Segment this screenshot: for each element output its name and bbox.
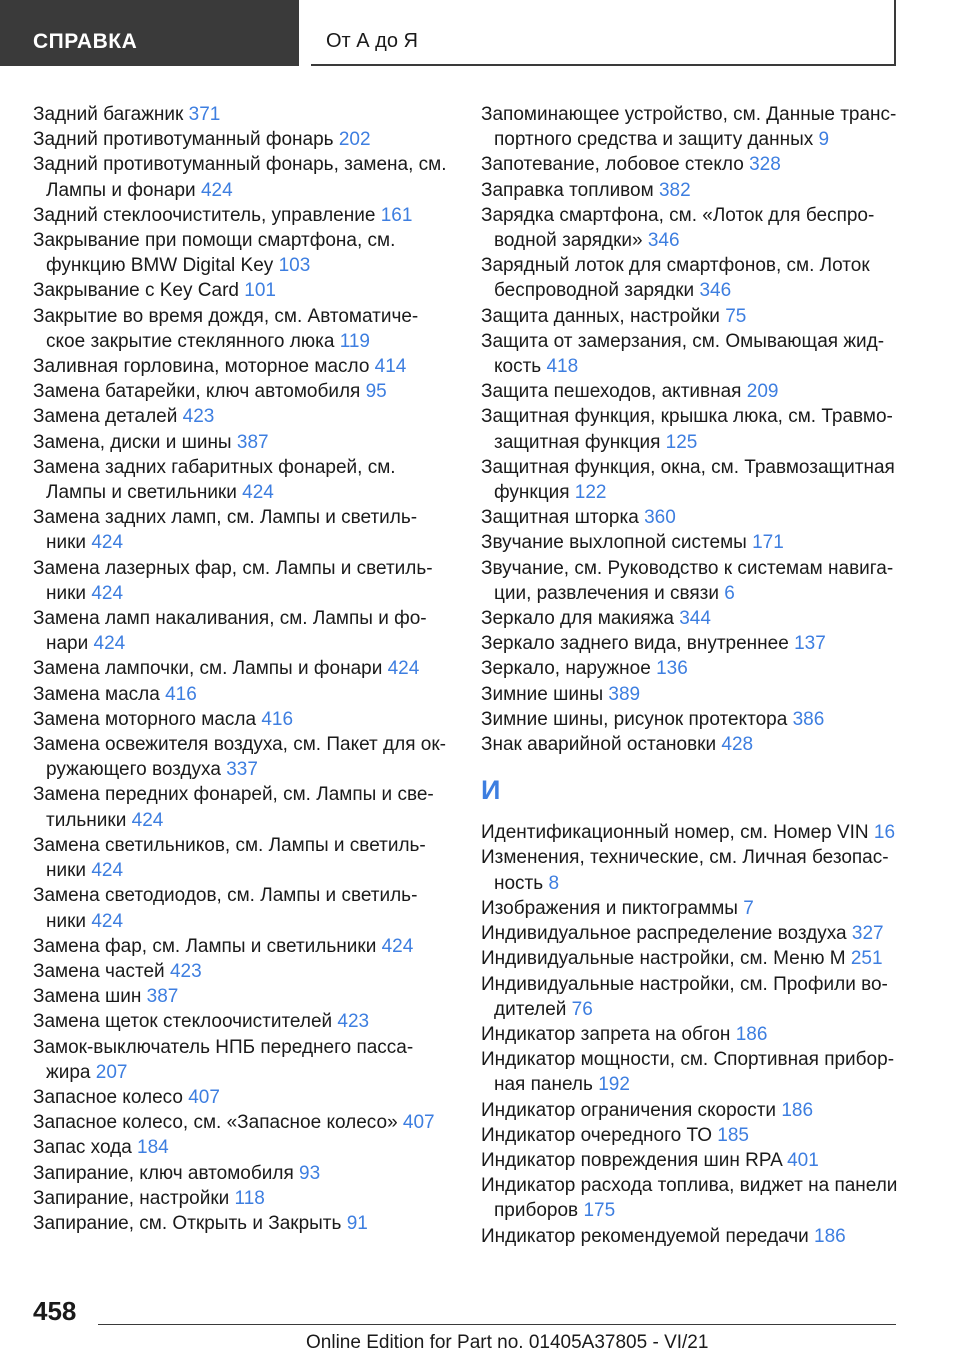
index-entry (33, 959, 453, 984)
entry-term: Зеркало для макияжа (481, 608, 680, 630)
page-reference-link[interactable]: 175 (583, 1200, 616, 1222)
entry-term: Индикатор расхода топлива, виджет на панели приборов (481, 1175, 898, 1222)
entry-term: Зеркало заднего вида, внутреннее (481, 633, 795, 655)
index-entry (33, 304, 453, 354)
entry-term: Замена задних ламп, см. Лампы и светиль- ники (33, 507, 418, 554)
index-entry (33, 1186, 453, 1211)
page-reference-link[interactable]: 346 (699, 280, 732, 302)
index-entry (33, 430, 453, 455)
page-reference-link[interactable]: 8 (548, 872, 560, 894)
entry-term: Индивидуальные настройки, см. Меню M (481, 948, 851, 970)
index-entry (481, 972, 911, 1022)
entry-term: Замена освежителя воздуха, см. Пакет для ок- ружающего воздуха (33, 734, 446, 781)
page-reference-link[interactable]: 424 (200, 179, 233, 201)
index-entry (481, 304, 911, 329)
page-reference-link[interactable]: 76 (571, 998, 593, 1020)
index-entry (481, 152, 911, 177)
page-reference-link[interactable]: 327 (851, 923, 884, 945)
index-entry (33, 1161, 453, 1186)
index-entry (33, 1135, 453, 1160)
entry-term: Зимние шины, рисунок протектора (481, 708, 793, 730)
entry-term: Заправка топливом (481, 179, 659, 201)
page-reference-link[interactable]: 118 (234, 1187, 265, 1209)
entry-term: Замена частей (33, 960, 170, 982)
page-reference-link[interactable]: 75 (725, 305, 747, 327)
index-entry (33, 203, 453, 228)
section-letter: И (481, 775, 501, 806)
entry-term: Запирание, ключ автомобиля (33, 1162, 300, 1184)
entry-term: Защитная шторка (481, 507, 645, 529)
entry-term: Замена лампочки, см. Лампы и фонари (33, 658, 388, 680)
entry-term: Знак аварийной остановки (481, 734, 722, 756)
entry-term: Индикатор запрета на обгон (481, 1023, 736, 1045)
index-entry (481, 102, 911, 152)
index-entry (33, 455, 453, 505)
entry-term: Запотевание, лобовое стекло (481, 154, 750, 176)
entry-term: Зимние шины (481, 683, 609, 705)
page-reference-link[interactable]: 6 (724, 582, 735, 604)
index-entry (33, 102, 453, 127)
page-reference-link[interactable]: 186 (814, 1225, 846, 1247)
page-reference-link[interactable]: 428 (721, 734, 754, 756)
page-number: 458 (33, 1296, 77, 1326)
page-reference-link[interactable]: 192 (598, 1074, 630, 1096)
page-reference-link[interactable]: 344 (679, 608, 711, 630)
page-reference-link[interactable]: 119 (339, 330, 370, 352)
index-entry (481, 732, 911, 757)
page-reference-link[interactable]: 186 (781, 1099, 814, 1121)
index-entry (481, 178, 911, 203)
entry-term: Звучание выхлопной системы (481, 532, 753, 554)
entry-term: Запасное колесо, см. «Запасное колесо» (33, 1112, 403, 1134)
index-entry (481, 455, 911, 505)
page-reference-link[interactable]: 389 (608, 683, 641, 705)
entry-term: Идентификационный номер, см. Номер VIN (481, 822, 874, 844)
index-entry (481, 896, 911, 921)
entry-term: Замена деталей (33, 406, 183, 428)
page-reference-link[interactable]: 424 (131, 809, 164, 831)
entry-term: Запас хода (33, 1137, 138, 1159)
entry-term: Запасное колесо (33, 1086, 189, 1108)
entry-term: Задний стеклоочиститель, управление (33, 204, 381, 226)
page-reference-link[interactable]: 186 (735, 1023, 768, 1045)
index-entry (33, 606, 453, 656)
index-entry (33, 379, 453, 404)
page-reference-link[interactable]: 424 (93, 633, 126, 655)
index-entry (481, 1022, 911, 1047)
page-reference-link[interactable]: 328 (749, 154, 781, 176)
entry-term: Запирание, настройки (33, 1187, 235, 1209)
index-entry (33, 354, 453, 379)
index-entry (33, 127, 453, 152)
entry-term: Защита пешеходов, активная (481, 381, 747, 403)
index-entry (33, 278, 453, 303)
page-reference-link[interactable]: 424 (91, 910, 124, 932)
entry-term: Запоминающее устройство, см. Данные транс- портного средства и защиту данных (481, 104, 897, 151)
entry-term: Индикатор мощности, см. Спортивная прибор- ная панель (481, 1049, 895, 1096)
entry-term: Замена моторного масла (33, 708, 262, 730)
page-reference-link[interactable]: 423 (169, 960, 202, 982)
index-entry (33, 782, 453, 832)
page-reference-link[interactable]: 251 (850, 948, 883, 970)
index-entry (33, 1085, 453, 1110)
page-reference-link[interactable]: 407 (188, 1086, 220, 1108)
index-entry (481, 530, 911, 555)
entry-term: Заливная горловина, моторное масло (33, 356, 375, 378)
page-reference-link[interactable]: 346 (647, 230, 680, 252)
entry-term: Защитная функция, крышка люка, см. Травмо- защитная функция (481, 406, 893, 453)
index-entry (481, 631, 911, 656)
page-reference-link[interactable]: 16 (873, 822, 896, 844)
page-reference-link[interactable]: 418 (546, 356, 579, 378)
index-entry (33, 404, 453, 429)
index-entry (33, 883, 453, 933)
page-reference-link[interactable]: 136 (656, 658, 688, 680)
index-entry (33, 656, 453, 681)
entry-term: Защитная функция, окна, см. Травмозащитная функция (481, 456, 895, 504)
index-entry (481, 1148, 911, 1173)
index-entry (481, 505, 911, 530)
entry-term: Замена ламп накаливания, см. Лампы и фо- нари (33, 608, 427, 655)
page-reference-link[interactable]: 407 (402, 1112, 435, 1134)
page-reference-link[interactable]: 103 (278, 255, 311, 277)
index-group-i (481, 820, 911, 1248)
entry-term: Индикатор повреждения шин RPA (481, 1149, 788, 1171)
entry-term: Задний противотуманный фонарь, замена, см. Лампы и фонари (33, 154, 447, 201)
entry-term: Замена шин (33, 986, 147, 1008)
section-tab: СПРАВКА (0, 0, 299, 66)
page-header (0, 0, 960, 66)
index-entry (481, 1098, 911, 1123)
entry-term: Замена передних фонарей, см. Лампы и све- тильники (33, 784, 434, 831)
index-entry (481, 682, 911, 707)
index-entry (481, 656, 911, 681)
index-entry (481, 203, 911, 253)
entry-term: Замена, диски и шины (33, 431, 237, 453)
page-reference-link[interactable]: 122 (574, 482, 607, 504)
index-entry (33, 833, 453, 883)
page-reference-link[interactable]: 371 (188, 104, 221, 125)
entry-term: Замена фар, см. Лампы и светильники (33, 935, 382, 957)
index-entry (33, 984, 453, 1009)
entry-term: Замена масла (33, 683, 166, 705)
page-reference-link[interactable]: 93 (299, 1162, 321, 1184)
page-reference-link[interactable]: 95 (365, 381, 387, 403)
index-entry (33, 556, 453, 606)
index-entry (33, 1009, 453, 1034)
page-reference-link[interactable]: 337 (226, 759, 258, 781)
index-entry (481, 253, 911, 303)
index-entry (481, 1123, 911, 1148)
page-reference-link[interactable]: 424 (387, 658, 420, 680)
entry-term: Задний противотуманный фонарь (33, 129, 339, 151)
index-entry (33, 152, 453, 202)
index-entry (33, 1035, 453, 1085)
entry-term: Изображения и пиктограммы (481, 897, 744, 919)
index-entry (33, 682, 453, 707)
page-reference-link[interactable]: 171 (752, 532, 784, 554)
page-reference-link[interactable]: 416 (261, 708, 294, 730)
index-entry (33, 1211, 453, 1236)
entry-term: Индивидуальные настройки, см. Профили во- дителей (481, 973, 888, 1020)
edition-info: Online Edition for Part no. 01405A37805 - VI/21 (306, 1332, 709, 1353)
entry-term: Индикатор очередного ТО (481, 1124, 718, 1146)
page-reference-link[interactable]: 91 (346, 1212, 368, 1234)
entry-term: Замена светильников, см. Лампы и светиль- ники (33, 834, 426, 882)
page-reference-link[interactable]: 424 (242, 482, 274, 504)
index-entry (481, 845, 911, 895)
index-column-left (33, 102, 453, 1236)
page-reference-link[interactable]: 360 (644, 507, 676, 529)
page-reference-link[interactable]: 382 (658, 179, 691, 201)
entry-term: Замена светодиодов, см. Лампы и светиль- ники (33, 885, 418, 932)
page-reference-link[interactable]: 424 (381, 935, 414, 957)
index-group-z (481, 102, 911, 757)
index-entry (481, 556, 911, 606)
page-reference-link[interactable]: 424 (91, 532, 124, 554)
index-entry (481, 921, 911, 946)
entry-term: Замена лазерных фар, см. Лампы и светиль- ники (33, 557, 433, 604)
page-reference-link[interactable]: 101 (244, 280, 276, 302)
index-entry (481, 1173, 911, 1223)
page-reference-link[interactable]: 125 (665, 431, 698, 453)
index-entry (481, 946, 911, 971)
index-entry (33, 934, 453, 959)
page-reference-link[interactable]: 387 (236, 431, 269, 453)
footer-divider (98, 1324, 896, 1325)
entry-term: Звучание, см. Руководство к системам навига- ции, развлечения и связи (481, 557, 894, 604)
page-reference-link[interactable]: 137 (794, 633, 826, 655)
index-entry (33, 505, 453, 555)
entry-term: Замена щеток стеклоочистителей (33, 1011, 338, 1033)
page-reference-link[interactable]: 207 (95, 1061, 128, 1083)
index-entry (481, 707, 911, 732)
entry-term: Защита от замерзания, см. Омывающая жид- кость (481, 330, 885, 378)
page-reference-link[interactable]: 424 (91, 582, 124, 604)
page-reference-link[interactable]: 423 (182, 406, 215, 428)
chapter-title: От А до Я (311, 0, 896, 66)
entry-term: Индикатор ограничения скорости (481, 1099, 782, 1121)
index-entry (33, 732, 453, 782)
page-reference-link[interactable]: 184 (137, 1137, 169, 1159)
page-reference-link[interactable]: 161 (380, 204, 413, 226)
page-reference-link[interactable]: 185 (717, 1124, 749, 1146)
entry-term: Закрытие во время дождя, см. Автоматиче- ское закрытие стеклянного люка (33, 305, 419, 352)
index-entry (33, 707, 453, 732)
page-reference-link[interactable]: 424 (91, 860, 124, 882)
entry-term: Закрывание при помощи смартфона, см. функцию BMW Digital Key (33, 230, 396, 277)
entry-term: Замена задних габаритных фонарей, см. Лампы и светильники (33, 456, 396, 504)
entry-term: Зарядка смартфона, см. «Лоток для беспро- водной зарядки» (481, 204, 875, 252)
entry-term: Замена батарейки, ключ автомобиля (33, 381, 366, 403)
index-entry (33, 228, 453, 278)
entry-term: Закрывание с Key Card (33, 280, 245, 302)
index-entry (481, 1047, 911, 1097)
index-entry (481, 404, 911, 454)
page-reference-link[interactable]: 7 (743, 897, 754, 919)
entry-term: Задний багажник (33, 104, 189, 125)
page-reference-link[interactable]: 401 (787, 1149, 819, 1171)
index-column-right (481, 102, 911, 1249)
index-entry (481, 379, 911, 404)
entry-term: Изменения, технические, см. Личная безопас- ность (481, 847, 889, 894)
index-entry (481, 1224, 911, 1249)
entry-term: Зарядный лоток для смартфонов, см. Лоток беспроводной зарядки (481, 255, 870, 302)
page-reference-link[interactable]: 202 (338, 129, 371, 151)
index-entry (481, 329, 911, 379)
page-reference-link[interactable]: 387 (146, 986, 179, 1008)
entry-term: Замок-выключатель НПБ переднего пасса- жира (33, 1036, 414, 1083)
entry-term: Запирание, см. Открыть и Закрыть (33, 1212, 347, 1234)
page-reference-link[interactable]: 386 (792, 708, 825, 730)
index-entry (481, 820, 911, 845)
page-reference-link[interactable]: 209 (746, 381, 779, 403)
entry-term: Индивидуальное распределение воздуха (481, 923, 852, 945)
index-entry (481, 606, 911, 631)
page-reference-link[interactable]: 416 (165, 683, 197, 705)
page-reference-link[interactable]: 423 (337, 1011, 370, 1033)
entry-term: Индикатор рекомендуемой передачи (481, 1225, 815, 1247)
page-reference-link[interactable]: 414 (374, 356, 407, 378)
entry-term: Зеркало, наружное (481, 658, 657, 680)
page-reference-link[interactable]: 9 (818, 129, 830, 151)
entry-term: Защита данных, настройки (481, 305, 726, 327)
index-entry (33, 1110, 453, 1135)
